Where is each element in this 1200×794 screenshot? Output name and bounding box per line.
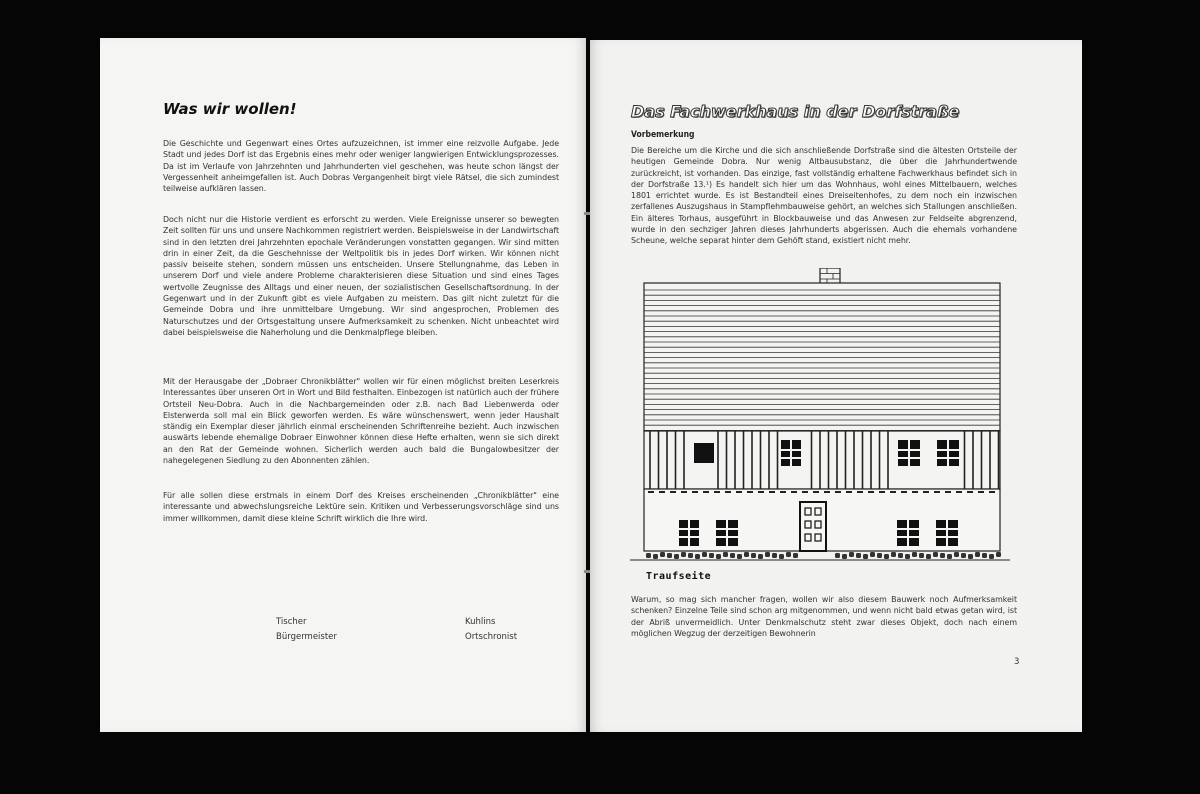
- left-page: [100, 38, 586, 732]
- ground-floor: [644, 489, 1000, 551]
- paragraph: Mit der Herausgabe der „Dobraer Chronikblätter" wollen wir für einen möglichst breiten Leserkreis Interessantes über unseren Ort in Wort und Bild festhalten. Einbezogen ist natürlich auch der frühere Ortsteil Neu-Dobra. Auch in die Nachbargemeinden oder z.B. nach Bad Liebenwerda oder Elsterwerda soll mal ein Blick geworfen werden. Es wäre wünschenswert, wenn jeder Haushalt ständig ein Exemplar dieser jährlich einmal erscheinenden Schriftenreihe bezieht. Auch inzwischen auswärts lebende ehemalige Dobraer Einwohner können diese Hefte erhalten, wenn sie sich direkt an den Rat der Gemeinde wohnen. Sicherlich werden auch bald die Bungalowbesitzer der nahegelegenen Siedlung zu den Abonnenten zählen.: [163, 377, 559, 466]
- page-number: 3: [1014, 657, 1020, 667]
- paragraph: Für alle sollen diese erstmals in einem Dorf des Kreises erscheinenden „Chronikblätter" eine interessante und abwechslungsreiche Lektüre sein. Kritiken und Verbesserungsvorschläge sind uns immer willkommen, damit diese kleine Schrift wirklich die Ihre wird.: [163, 491, 559, 523]
- signature-title: Bürgermeister: [276, 632, 337, 642]
- drawing-caption: Traufseite: [646, 571, 712, 582]
- window: [897, 520, 919, 546]
- paragraph: Doch nicht nur die Historie verdient es erforscht zu werden. Viele Ereignisse unserer so bewegten Zeit sollten für uns und unsere Nachkommen registriert werden. Beispielsweise in der Landwirtschaft sind in den letzten drei Jahrzehnten epochale Veränderungen vonstatten gegangen. Wir sind mitten drin in einer Zeit, da die Geschehnisse der Weltpolitik bis in jedes Dorf wirken. Wir können nicht passiv beiseite stehen, sondern müssen uns entscheiden. Unsere Stellungnahme, das Leben in unserem Dorf und viele andere Probleme charakterisieren diese Situation und sind eines Tages wertvolle Zeugnisse des Alltags und einer neuen, der sozialistischen Gesellschaftsordnung. In der Gegenwart und in der Zukunft gibt es viele Aufgaben zu meistern. Das gilt nicht zuletzt für die Gemeinde Dobra und ihre unmittelbare Umgebung. Wir sind angesprochen, Problemen des Naturschutzes und der Ortsgestaltung unsere Aufmerksamkeit zu schenken. Nicht unbeachtet wird dabei beispielsweise die Naherholung und die Denkmalpflege bleiben.: [163, 215, 559, 337]
- window: [898, 440, 920, 466]
- signature-name: Kuhlins: [465, 617, 496, 627]
- paragraph: Die Geschichte und Gegenwart eines Ortes aufzuzeichnen, ist immer eine reizvolle Aufgabe. Jede Stadt und jedes Dorf ist das Ergebnis eines mehr oder weniger langwierigen Entwicklungsprozesses. Da ist im Verlaufe von Jahrzehnten und Jahrhunderten viel geschehen, was heute schon längst der Vergessenheit anheimgefallen ist. Auch Dobras Vergangenheit birgt viele Rätsel, die sich zumindest teilweise aufklären lassen.: [163, 139, 559, 194]
- half-timbered-house-drawing: [630, 268, 1010, 564]
- window: [937, 440, 959, 466]
- window: [936, 520, 958, 546]
- page-title-left: Was wir wollen!: [163, 100, 297, 118]
- door: [800, 502, 826, 551]
- upper-floor-timber: [644, 431, 1000, 489]
- page-title-right: Das Fachwerkhaus in der Dorfstraße: [631, 102, 960, 121]
- window: [716, 520, 738, 546]
- roof: [644, 283, 1000, 431]
- foundation: [630, 552, 1010, 560]
- signature-chronicler: [465, 615, 517, 645]
- paragraph: Die Bereiche um die Kirche und die sich anschließende Dorfstraße sind die ältesten Ortsteile der heutigen Gemeinde Dobra. Nur wenig Altbausubstanz, die über die Jahrhundertwende zurückreicht, ist vorhanden. Das einzige, fast vollständig erhaltene Fachwerkhaus befindet sich in der Dorfstraße 13.¹) Es handelt sich hier um das Wohnhaus, wohl eines Mittelbauern, welches 1801 errichtet wurde. Es ist Bestandteil eines Dreiseitenhofes, zu dem noch ein inzwischen zerfallenes Auszugshaus in Stampflehmbauweise gehört, an welches sich Stallungen anschließen. Ein älteres Torhaus, ausgeführt in Blockbauweise und das Anwesen zur Feldseite abgrenzend, wurde in den sechziger Jahren dieses Jahrhunderts abgerissen. Auch die ehemals vorhandene Scheune, welche separat hinter dem Gehöft stand, existiert nicht mehr.: [631, 146, 1017, 246]
- signature-mayor: [276, 615, 337, 645]
- right-page: [590, 40, 1082, 732]
- window: [679, 520, 699, 546]
- signature-name: Tischer: [276, 617, 307, 627]
- window-dark: [694, 443, 714, 463]
- signature-title: Ortschronist: [465, 632, 518, 642]
- paragraph: Warum, so mag sich mancher fragen, wollen wir also diesem Bauwerk noch Aufmerksamkeit schenken? Einzelne Teile sind schon arg mitgenommen, und wenn nicht bald etwas getan wird, ist der Abriß unvermeidlich. Unter Denkmalschutz steht zwar dieses Objekt, doch nach einem möglichen Wegzug der derzeitigen Bewohnerin: [631, 595, 1017, 638]
- section-subheading: Vorbemerkung: [631, 130, 695, 140]
- window: [781, 440, 801, 466]
